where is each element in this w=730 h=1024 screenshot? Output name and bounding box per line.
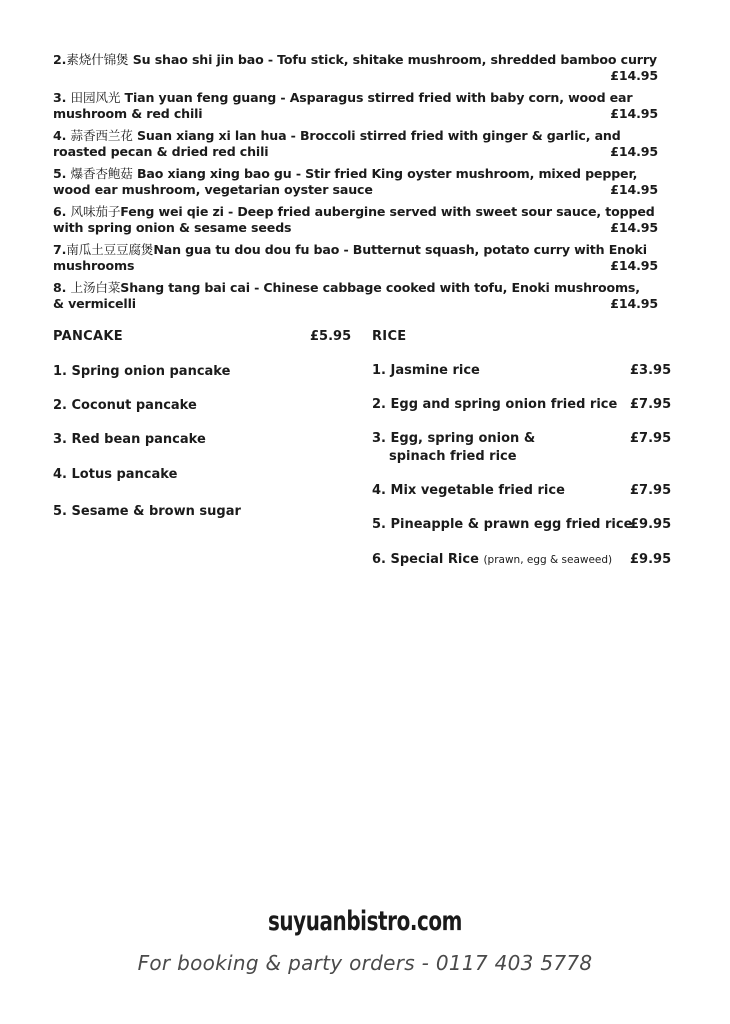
list-item: 1. Jasmine rice £3.95: [372, 363, 672, 378]
list-item: 5. Sesame & brown sugar: [53, 504, 241, 519]
list-item: 6. Special Rice (prawn, egg & seaweed) £9.95: [372, 552, 672, 567]
list-item: 3. Egg, spring onion & spinach fried rice £7.95: [372, 431, 672, 464]
list-item: 4. Lotus pancake: [53, 467, 178, 482]
price: £14.95: [610, 144, 658, 159]
price: £14.95: [610, 220, 658, 235]
price: £14.95: [610, 106, 658, 121]
menu-item: 5. 爆香杏鲍菇 Bao xiang xing bao gu - Stir fried King oyster mushroom, mixed pepper, wood ear mushroom, vegetarian oyster sauce £14.95: [53, 166, 658, 197]
menu-item: 6. 风味茄子Feng wei qie zi - Deep fried aubergine served with sweet sour sauce, topped with spring onion & sesame seeds £14.95: [53, 204, 658, 235]
pancake-price: £5.95: [310, 329, 352, 344]
price: £7.95: [630, 483, 672, 498]
menu-item: 2.素烧什锦煲 Su shao shi jin bao - Tofu stick, shitake mushroom, shredded bamboo curry £14.95: [53, 52, 658, 83]
menu-item: 7.南瓜土豆豆腐煲Nan gua tu dou dou fu bao - Butternut squash, potato curry with Enoki mushrooms £14.95: [53, 242, 658, 273]
website-url: suyuanbistro.com: [267, 906, 463, 937]
section-title-rice: RICE: [372, 329, 407, 344]
list-item: 4. Mix vegetable fried rice £7.95: [372, 483, 672, 498]
menu-item: 3. 田园风光 Tian yuan feng guang - Asparagus stirred fried with baby corn, wood ear mushroom & red chili £14.95: [53, 90, 658, 121]
price: £14.95: [610, 296, 658, 311]
price: £9.95: [630, 517, 672, 532]
price: £7.95: [630, 431, 672, 446]
price: £14.95: [610, 182, 658, 197]
price: £7.95: [630, 397, 672, 412]
price: £14.95: [610, 68, 658, 83]
menu-item: 4. 蒜香西兰花 Suan xiang xi lan hua - Broccoli stirred fried with ginger & garlic, and roasted pecan & dried red chili £14.95: [53, 128, 658, 159]
booking-info: For booking & party orders - 0117 403 5778: [137, 951, 593, 975]
list-item: 3. Red bean pancake: [53, 432, 206, 447]
list-item: 1. Spring onion pancake: [53, 364, 231, 379]
list-item: 2. Egg and spring onion fried rice £7.95: [372, 397, 672, 412]
price: £14.95: [610, 258, 658, 273]
list-item: 2. Coconut pancake: [53, 398, 197, 413]
menu-item: 8. 上汤白菜Shang tang bai cai - Chinese cabbage cooked with tofu, Enoki mushrooms, & vermicelli £14.95: [53, 280, 658, 311]
section-title-pancake: PANCAKE: [53, 329, 123, 344]
price: £9.95: [630, 552, 672, 567]
list-item: 5. Pineapple & prawn egg fried rice £9.95: [372, 517, 672, 532]
price: £3.95: [630, 363, 672, 378]
